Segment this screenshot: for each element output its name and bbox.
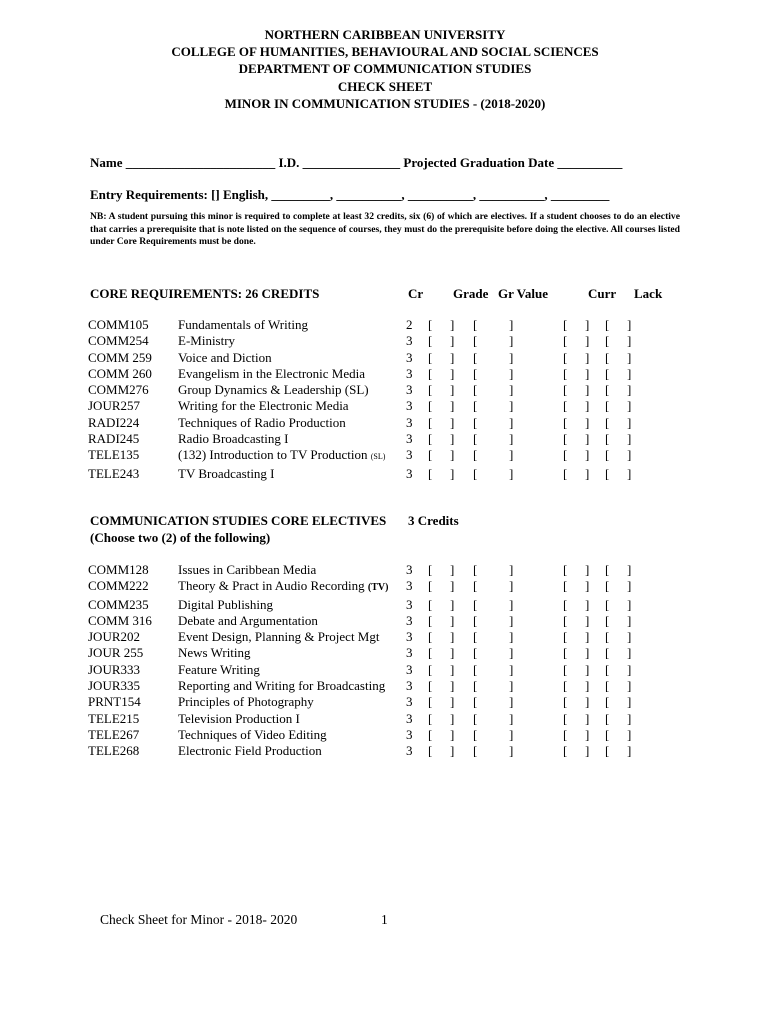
course-credits: 3: [406, 578, 413, 594]
curr-box[interactable]: [ ]: [563, 661, 590, 677]
core-section-title: CORE REQUIREMENTS: 26 CREDITS: [90, 286, 320, 301]
curr-box[interactable]: [ ]: [563, 431, 590, 447]
grade-box[interactable]: [ ]: [428, 382, 455, 398]
course-code: TELE215: [88, 710, 140, 726]
course-code: TELE243: [88, 465, 140, 481]
gr-value-box[interactable]: [ ]: [473, 562, 514, 577]
grade-box[interactable]: [ ]: [428, 596, 455, 612]
course-code: COMM276: [88, 382, 149, 398]
lack-box[interactable]: [ ]: [605, 710, 632, 726]
curr-box[interactable]: [ ]: [563, 562, 590, 577]
lack-box[interactable]: [ ]: [605, 645, 632, 661]
course-row: [88, 350, 645, 366]
course-credits: 3: [406, 629, 413, 645]
lack-box[interactable]: [ ]: [605, 398, 632, 414]
gr-value-box[interactable]: [ ]: [473, 743, 514, 759]
col-grade: Grade: [453, 286, 489, 301]
grade-box[interactable]: [ ]: [428, 431, 455, 447]
gr-value-box[interactable]: [ ]: [473, 612, 514, 628]
gr-value-box[interactable]: [ ]: [473, 596, 514, 612]
course-code: TELE268: [88, 743, 140, 759]
grade-box[interactable]: [ ]: [428, 678, 455, 694]
course-credits: 3: [406, 365, 413, 381]
curr-box[interactable]: [ ]: [563, 365, 590, 381]
course-credits: 3: [406, 645, 413, 661]
gr-value-box[interactable]: [ ]: [473, 333, 514, 349]
lack-box[interactable]: [ ]: [605, 317, 632, 332]
course-title: News Writing: [178, 645, 251, 661]
grade-box[interactable]: [ ]: [428, 726, 455, 742]
course-code: JOUR 255: [88, 645, 144, 661]
course-row: [88, 317, 645, 333]
curr-box[interactable]: [ ]: [563, 317, 590, 332]
course-row: [88, 678, 645, 694]
course-tag: (SL): [370, 452, 386, 462]
grade-box[interactable]: [ ]: [428, 365, 455, 381]
lack-box[interactable]: [ ]: [605, 382, 632, 398]
course-credits: 3: [406, 612, 413, 628]
course-code: COMM235: [88, 596, 149, 612]
core-courses-table: [88, 317, 645, 482]
course-row: [88, 597, 645, 613]
lack-box[interactable]: [ ]: [605, 349, 632, 365]
gr-value-box[interactable]: [ ]: [473, 678, 514, 694]
gr-value-box[interactable]: [ ]: [473, 645, 514, 661]
lack-box[interactable]: [ ]: [605, 365, 632, 381]
course-code: PRNT154: [88, 694, 141, 710]
department-name: DEPARTMENT OF COMMUNICATION STUDIES: [238, 60, 532, 76]
curr-box[interactable]: [ ]: [563, 710, 590, 726]
grade-box[interactable]: [ ]: [428, 645, 455, 661]
col-gr-value: Gr Value: [498, 286, 548, 301]
course-code: COMM 316: [88, 612, 152, 628]
course-title: Theory & Pract in Audio Recording: [178, 578, 365, 594]
course-code: COMM128: [88, 562, 149, 577]
grade-box[interactable]: [ ]: [428, 465, 455, 481]
gr-value-box[interactable]: [ ]: [473, 431, 514, 447]
course-credits: 3: [406, 447, 413, 463]
course-title: Writing for the Electronic Media: [178, 398, 349, 414]
gr-value-box[interactable]: [ ]: [473, 398, 514, 414]
gr-value-box[interactable]: [ ]: [473, 710, 514, 726]
lack-box[interactable]: [ ]: [605, 447, 632, 463]
grade-box[interactable]: [ ]: [428, 414, 455, 430]
course-row: [88, 382, 645, 398]
course-title: (132) Introduction to TV Production: [178, 447, 368, 463]
curr-box[interactable]: [ ]: [563, 447, 590, 463]
nb-note: NB: A student pursuing this minor is required to complete at least 32 credits, six (6) of which are electives. If a student chooses to do an elective that carries a prerequisite that is note listed on the sequence of courses, they must do the prerequisite before doing the elective. All courses listed under Core Requirements must be done.: [90, 211, 680, 248]
course-row: [88, 578, 645, 596]
gr-value-box[interactable]: [ ]: [473, 317, 514, 332]
curr-box[interactable]: [ ]: [563, 645, 590, 661]
curr-box[interactable]: [ ]: [563, 578, 590, 594]
gr-value-box[interactable]: [ ]: [473, 447, 514, 463]
student-info-line: Name _______________________ I.D. _______________ Projected Graduation Date __________: [90, 155, 623, 170]
grade-box[interactable]: [ ]: [428, 333, 455, 349]
course-row: [88, 333, 645, 349]
course-credits: 3: [406, 398, 413, 414]
lack-box[interactable]: [ ]: [605, 694, 632, 710]
course-code: COMM105: [88, 317, 149, 332]
course-title: Voice and Diction: [178, 349, 272, 365]
course-credits: 3: [406, 382, 413, 398]
page-number: 1: [381, 912, 388, 927]
gr-value-box[interactable]: [ ]: [473, 349, 514, 365]
course-code: TELE267: [88, 726, 140, 742]
curr-box[interactable]: [ ]: [563, 382, 590, 398]
course-row: [88, 366, 645, 382]
lack-box[interactable]: [ ]: [605, 612, 632, 628]
curr-box[interactable]: [ ]: [563, 726, 590, 742]
course-credits: 3: [406, 743, 413, 759]
curr-box[interactable]: [ ]: [563, 333, 590, 349]
course-row: [88, 613, 645, 629]
course-credits: 3: [406, 465, 413, 481]
curr-box[interactable]: [ ]: [563, 612, 590, 628]
document-header: [0, 27, 770, 113]
gr-value-box[interactable]: [ ]: [473, 694, 514, 710]
course-title: Event Design, Planning & Project Mgt: [178, 629, 380, 645]
course-row: [88, 415, 645, 431]
curr-box[interactable]: [ ]: [563, 694, 590, 710]
university-name: NORTHERN CARIBBEAN UNIVERSITY: [264, 27, 506, 42]
grade-box[interactable]: [ ]: [428, 317, 455, 332]
course-credits: 3: [406, 562, 413, 577]
curr-box[interactable]: [ ]: [563, 629, 590, 645]
course-title: Digital Publishing: [178, 596, 273, 612]
col-lack: Lack: [634, 286, 663, 301]
course-code: JOUR257: [88, 398, 141, 414]
lack-box[interactable]: [ ]: [605, 596, 632, 612]
course-credits: 3: [406, 726, 413, 742]
course-title: Feature Writing: [178, 661, 260, 677]
gr-value-box[interactable]: [ ]: [473, 726, 514, 742]
course-credits: 3: [406, 710, 413, 726]
lack-box[interactable]: [ ]: [605, 562, 632, 577]
curr-box[interactable]: [ ]: [563, 678, 590, 694]
grade-box[interactable]: [ ]: [428, 578, 455, 594]
lack-box[interactable]: [ ]: [605, 578, 632, 594]
course-title: Radio Broadcasting I: [178, 431, 289, 447]
course-title: TV Broadcasting I: [178, 465, 275, 481]
entry-requirements-line: Entry Requirements: [] English, _________, __________, __________, __________, _________: [90, 187, 610, 202]
course-row: [88, 447, 645, 465]
course-code: JOUR333: [88, 661, 141, 677]
lack-box[interactable]: [ ]: [605, 333, 632, 349]
gr-value-box[interactable]: [ ]: [473, 382, 514, 398]
course-row: [88, 431, 645, 447]
gr-value-box[interactable]: [ ]: [473, 629, 514, 645]
course-code: RADI245: [88, 431, 140, 447]
curr-box[interactable]: [ ]: [563, 398, 590, 414]
curr-box[interactable]: [ ]: [563, 414, 590, 430]
grade-box[interactable]: [ ]: [428, 694, 455, 710]
course-title: Techniques of Video Editing: [178, 726, 327, 742]
course-credits: 3: [406, 333, 413, 349]
gr-value-box[interactable]: [ ]: [473, 578, 514, 594]
course-title: Electronic Field Production: [178, 743, 322, 759]
course-title: E-Ministry: [178, 333, 236, 349]
course-credits: 2: [406, 317, 413, 332]
course-row: [88, 466, 645, 482]
curr-box[interactable]: [ ]: [563, 349, 590, 365]
course-row: [88, 645, 645, 661]
grade-box[interactable]: [ ]: [428, 612, 455, 628]
course-credits: 3: [406, 431, 413, 447]
doc-type: CHECK SHEET: [337, 79, 433, 95]
curr-box[interactable]: [ ]: [563, 596, 590, 612]
curr-box[interactable]: [ ]: [563, 743, 590, 759]
gr-value-box[interactable]: [ ]: [473, 661, 514, 677]
course-code: JOUR335: [88, 678, 141, 694]
gr-value-box[interactable]: [ ]: [473, 465, 514, 481]
course-title: Television Production I: [178, 710, 300, 726]
course-credits: 3: [406, 414, 413, 430]
lack-box[interactable]: [ ]: [605, 629, 632, 645]
course-row: [88, 743, 645, 759]
course-code: COMM254: [88, 333, 149, 349]
electives-credits: 3 Credits: [408, 513, 459, 528]
grade-box[interactable]: [ ]: [428, 661, 455, 677]
grade-box[interactable]: [ ]: [428, 349, 455, 365]
course-code: COMM222: [88, 578, 149, 594]
course-row: [88, 694, 645, 710]
course-title: Principles of Photography: [178, 694, 314, 710]
gr-value-box[interactable]: [ ]: [473, 365, 514, 381]
grade-box[interactable]: [ ]: [428, 398, 455, 414]
program-title: MINOR IN COMMUNICATION STUDIES - (2018-2020): [224, 96, 546, 112]
course-row: [88, 629, 645, 645]
curr-box[interactable]: [ ]: [563, 465, 590, 481]
course-credits: 3: [406, 694, 413, 710]
college-name: COLLEGE OF HUMANITIES, BEHAVIOURAL AND SOCIAL SCIENCES: [171, 43, 599, 59]
grade-box[interactable]: [ ]: [428, 562, 455, 577]
course-row: [88, 662, 645, 678]
lack-box[interactable]: [ ]: [605, 678, 632, 694]
course-code: JOUR202: [88, 629, 141, 645]
course-tag: (TV): [367, 582, 389, 594]
grade-box[interactable]: [ ]: [428, 710, 455, 726]
grade-box[interactable]: [ ]: [428, 743, 455, 759]
lack-box[interactable]: [ ]: [605, 743, 632, 759]
course-code: RADI224: [88, 414, 140, 430]
lack-box[interactable]: [ ]: [605, 431, 632, 447]
elective-courses-table: [88, 562, 645, 760]
course-row: [88, 562, 645, 578]
grade-box[interactable]: [ ]: [428, 629, 455, 645]
electives-subtitle: (Choose two (2) of the following): [90, 530, 271, 545]
course-credits: 3: [406, 349, 413, 365]
course-code: TELE135: [88, 447, 140, 463]
grade-box[interactable]: [ ]: [428, 447, 455, 463]
course-code: COMM 259: [88, 349, 152, 365]
col-cr: Cr: [408, 286, 424, 301]
course-title: Group Dynamics & Leadership (SL): [178, 382, 369, 398]
course-row: [88, 711, 645, 727]
gr-value-box[interactable]: [ ]: [473, 414, 514, 430]
course-title: Issues in Caribbean Media: [178, 562, 317, 577]
col-curr: Curr: [588, 286, 617, 301]
course-code: COMM 260: [88, 365, 152, 381]
footer-text: Check Sheet for Minor - 2018- 2020: [100, 912, 298, 927]
electives-section-title: COMMUNICATION STUDIES CORE ELECTIVES: [90, 513, 387, 528]
course-credits: 3: [406, 596, 413, 612]
lack-box[interactable]: [ ]: [605, 726, 632, 742]
course-title: Reporting and Writing for Broadcasting: [178, 678, 386, 694]
course-credits: 3: [406, 678, 413, 694]
course-title: Techniques of Radio Production: [178, 414, 346, 430]
course-title: Evangelism in the Electronic Media: [178, 365, 365, 381]
course-row: [88, 398, 645, 414]
course-row: [88, 727, 645, 743]
lack-box[interactable]: [ ]: [605, 661, 632, 677]
lack-box[interactable]: [ ]: [605, 465, 632, 481]
course-title: Fundamentals of Writing: [178, 317, 308, 332]
course-credits: 3: [406, 661, 413, 677]
lack-box[interactable]: [ ]: [605, 414, 632, 430]
course-title: Debate and Argumentation: [178, 612, 318, 628]
